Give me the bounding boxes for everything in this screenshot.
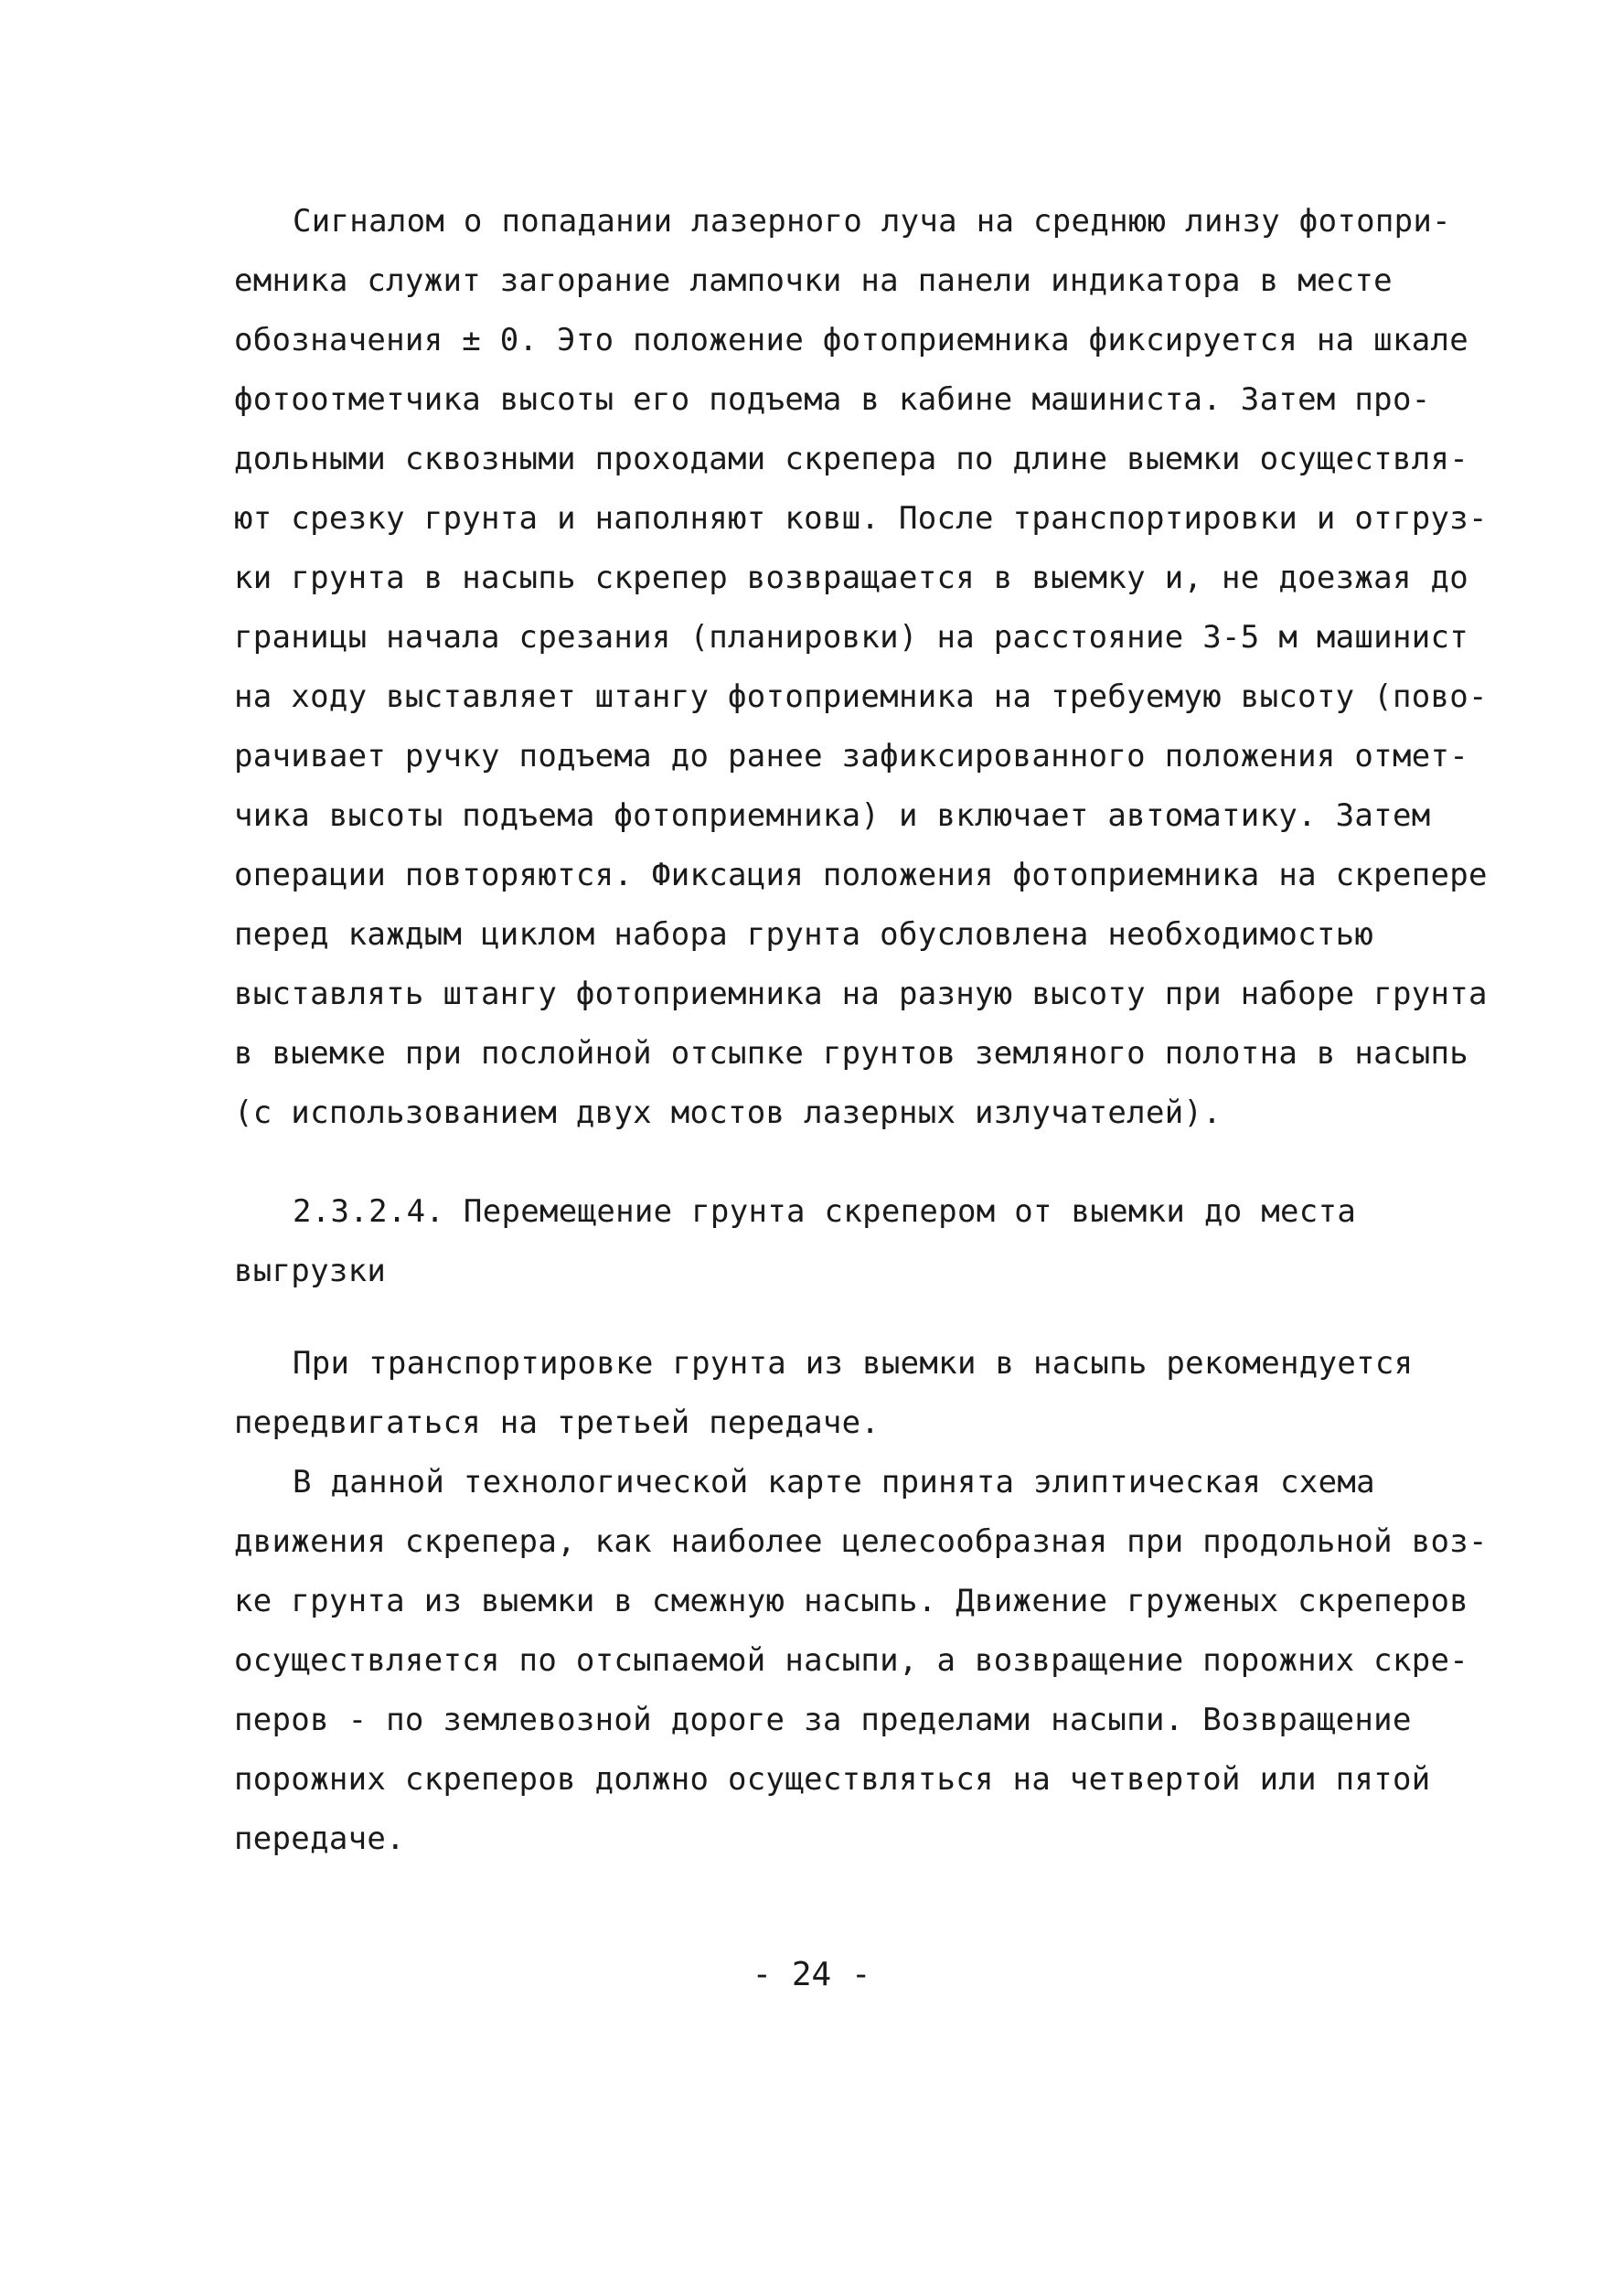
text-line: рачивает ручку подъема до ранее зафиксированного положения отмет- — [234, 738, 1469, 774]
text-line: Сигналом о попадании лазерного луча на среднюю линзу фотопри- — [293, 203, 1451, 240]
text-line: емника служит загорание лампочки на панели индикатора в месте — [234, 262, 1393, 299]
text-line: передвигаться на третьей передаче. — [234, 1404, 881, 1441]
text-line: фотоотметчика высоты его подъема в кабине машиниста. Затем про- — [234, 381, 1431, 418]
text-line: в выемке при послойной отсыпке грунтов земляного полотна в насыпь — [234, 1035, 1469, 1072]
text-line: ке грунта из выемки в смежную насыпь. Движение груженых скреперов — [234, 1583, 1469, 1619]
text-line: на ходу выставляет штангу фотоприемника на требуемую высоту (пово- — [234, 678, 1488, 715]
text-line: дольными сквозными проходами скрепера по длине выемки осуществля- — [234, 441, 1469, 477]
text-line: передаче. — [234, 1821, 405, 1857]
text-line: При транспортировке грунта из выемки в насыпь рекомендуется — [293, 1345, 1414, 1382]
text-line: движения скрепера, как наиболее целесообразная при продольной воз- — [234, 1523, 1488, 1560]
text-line: границы начала срезания (планировки) на расстояние 3-5 м машинист — [234, 619, 1469, 656]
text-line: (с использованием двух мостов лазерных излучателей). — [234, 1095, 1223, 1131]
section-heading — [234, 1182, 1478, 1301]
paragraph-photoreceiver-signal — [234, 192, 1488, 1143]
text-line: операции повторяются. Фиксация положения фотоприемника на скрепере — [234, 857, 1488, 893]
text-line: осуществляется по отсыпаемой насыпи, а возвращение порожних скре- — [234, 1642, 1469, 1679]
text-line: ки грунта в насыпь скрепер возвращается в выемку и, не доезжая до — [234, 560, 1469, 596]
paragraph-elliptical-scheme — [234, 1453, 1488, 1869]
text-line: ют срезку грунта и наполняют ковш. После транспортировки и отгруз- — [234, 500, 1488, 537]
paragraph-transport-gear — [234, 1334, 1478, 1453]
text-line: перед каждым циклом набора грунта обусловлена необходимостью — [234, 916, 1374, 953]
text-line: выставлять штангу фотоприемника на разную высоту при наборе грунта — [234, 976, 1488, 1012]
text-line: В данной технологической карте принята элиптическая схема — [293, 1464, 1375, 1500]
heading-line: 2.3.2.4. Перемещение грунта скрепером от выемки до места — [293, 1193, 1357, 1230]
text-line: перов - по землевозной дороге за пределами насыпи. Возвращение — [234, 1702, 1412, 1738]
text-line: обозначения ± 0. Это положение фотоприемника фиксируется на шкале — [234, 322, 1469, 358]
text-line: чика высоты подъема фотоприемника) и включает автоматику. Затем — [234, 797, 1431, 834]
text-line: порожних скреперов должно осуществляться на четвертой или пятой — [234, 1761, 1431, 1798]
heading-line: выгрузки — [234, 1253, 387, 1289]
page-number: - 24 - — [752, 1956, 871, 1993]
